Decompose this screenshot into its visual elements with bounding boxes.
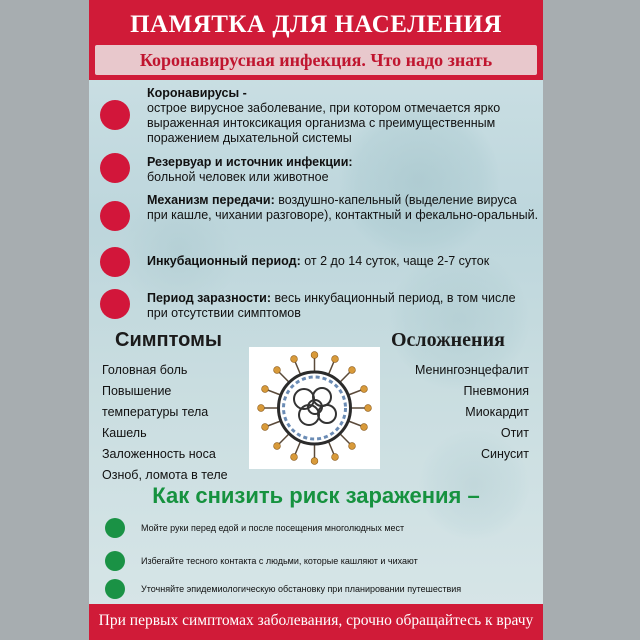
- bullet-dot: [105, 579, 125, 599]
- symptom-item: Повышение: [102, 384, 172, 398]
- info-text: от 2 до 14 суток, чаще 2-7 суток: [304, 254, 490, 268]
- symptom-item: температуры тела: [102, 405, 209, 419]
- complication-item: Пневмония: [463, 384, 529, 398]
- footer-text: При первых симптомах заболевания, срочно обращайтесь к врачу: [98, 612, 534, 629]
- bullet-dot: [100, 100, 130, 130]
- info-text: воздушно-капельный (выделение вируса при кашле, чихании разговоре), контактный и фекально-оральный.: [147, 193, 539, 222]
- complications-list: [389, 360, 529, 465]
- footer-band: [89, 604, 543, 640]
- page-title: ПАМЯТКА ДЛЯ НАСЕЛЕНИЯ: [130, 11, 502, 38]
- bullet-dot: [100, 247, 130, 277]
- info-item: [147, 291, 539, 321]
- subtitle-box: [95, 45, 537, 75]
- bullet-dot: [105, 518, 125, 538]
- bullet-dot: [100, 289, 130, 319]
- prevention-tip: Избегайте тесного контакта с людьми, которые кашляют и чихают: [141, 556, 418, 566]
- coronavirus-icon: [249, 347, 380, 469]
- risk-title: Как снизить риск заражения –: [152, 483, 480, 508]
- bullet-dot: [105, 551, 125, 571]
- symptom-item: Кашель: [102, 426, 147, 440]
- complication-item: Миокардит: [465, 405, 529, 419]
- complication-item: Отит: [500, 426, 529, 440]
- info-term: Коронавирусы -: [147, 86, 247, 100]
- bullet-dot: [100, 153, 130, 183]
- subtitle: Коронавирусная инфекция. Что надо знать: [139, 50, 493, 70]
- prevention-tip: Мойте руки перед едой и после посещения многолюдных мест: [141, 523, 405, 533]
- info-term: Период заразности:: [147, 291, 272, 305]
- virus-illustration: [249, 347, 380, 469]
- info-text: острое вирусное заболевание, при котором отмечается ярко выраженная интоксикация организма с преимущественным поражением дыхательной системы: [147, 101, 501, 145]
- complication-item: Синусит: [481, 447, 529, 461]
- symptom-item: Головная боль: [102, 363, 188, 377]
- bullet-dot: [100, 201, 130, 231]
- symptoms-list: [102, 360, 252, 486]
- complications-title: Осложнения: [391, 329, 505, 351]
- info-text: весь инкубационный период, в том числе при отсутствии симптомов: [147, 291, 516, 320]
- symptom-item: Заложенность носа: [102, 447, 216, 461]
- symptoms-title: Симптомы: [115, 329, 222, 351]
- info-term: Инкубационный период:: [147, 254, 301, 268]
- prevention-tip: Уточняйте эпидемиологическую обстановку при планировании путешествия: [141, 584, 462, 594]
- info-item: [147, 193, 539, 223]
- info-item: [147, 86, 539, 146]
- info-term: Резервуар и источник инфекции:: [147, 155, 353, 169]
- header-band: [89, 0, 543, 80]
- symptom-item: Озноб, ломота в теле: [102, 468, 228, 482]
- info-item: [147, 254, 539, 269]
- info-item: [147, 155, 539, 185]
- info-term: Механизм передачи:: [147, 193, 275, 207]
- info-text: больной человек или животное: [147, 170, 329, 184]
- poster: [89, 0, 543, 640]
- complication-item: Менингоэнцефалит: [414, 363, 529, 377]
